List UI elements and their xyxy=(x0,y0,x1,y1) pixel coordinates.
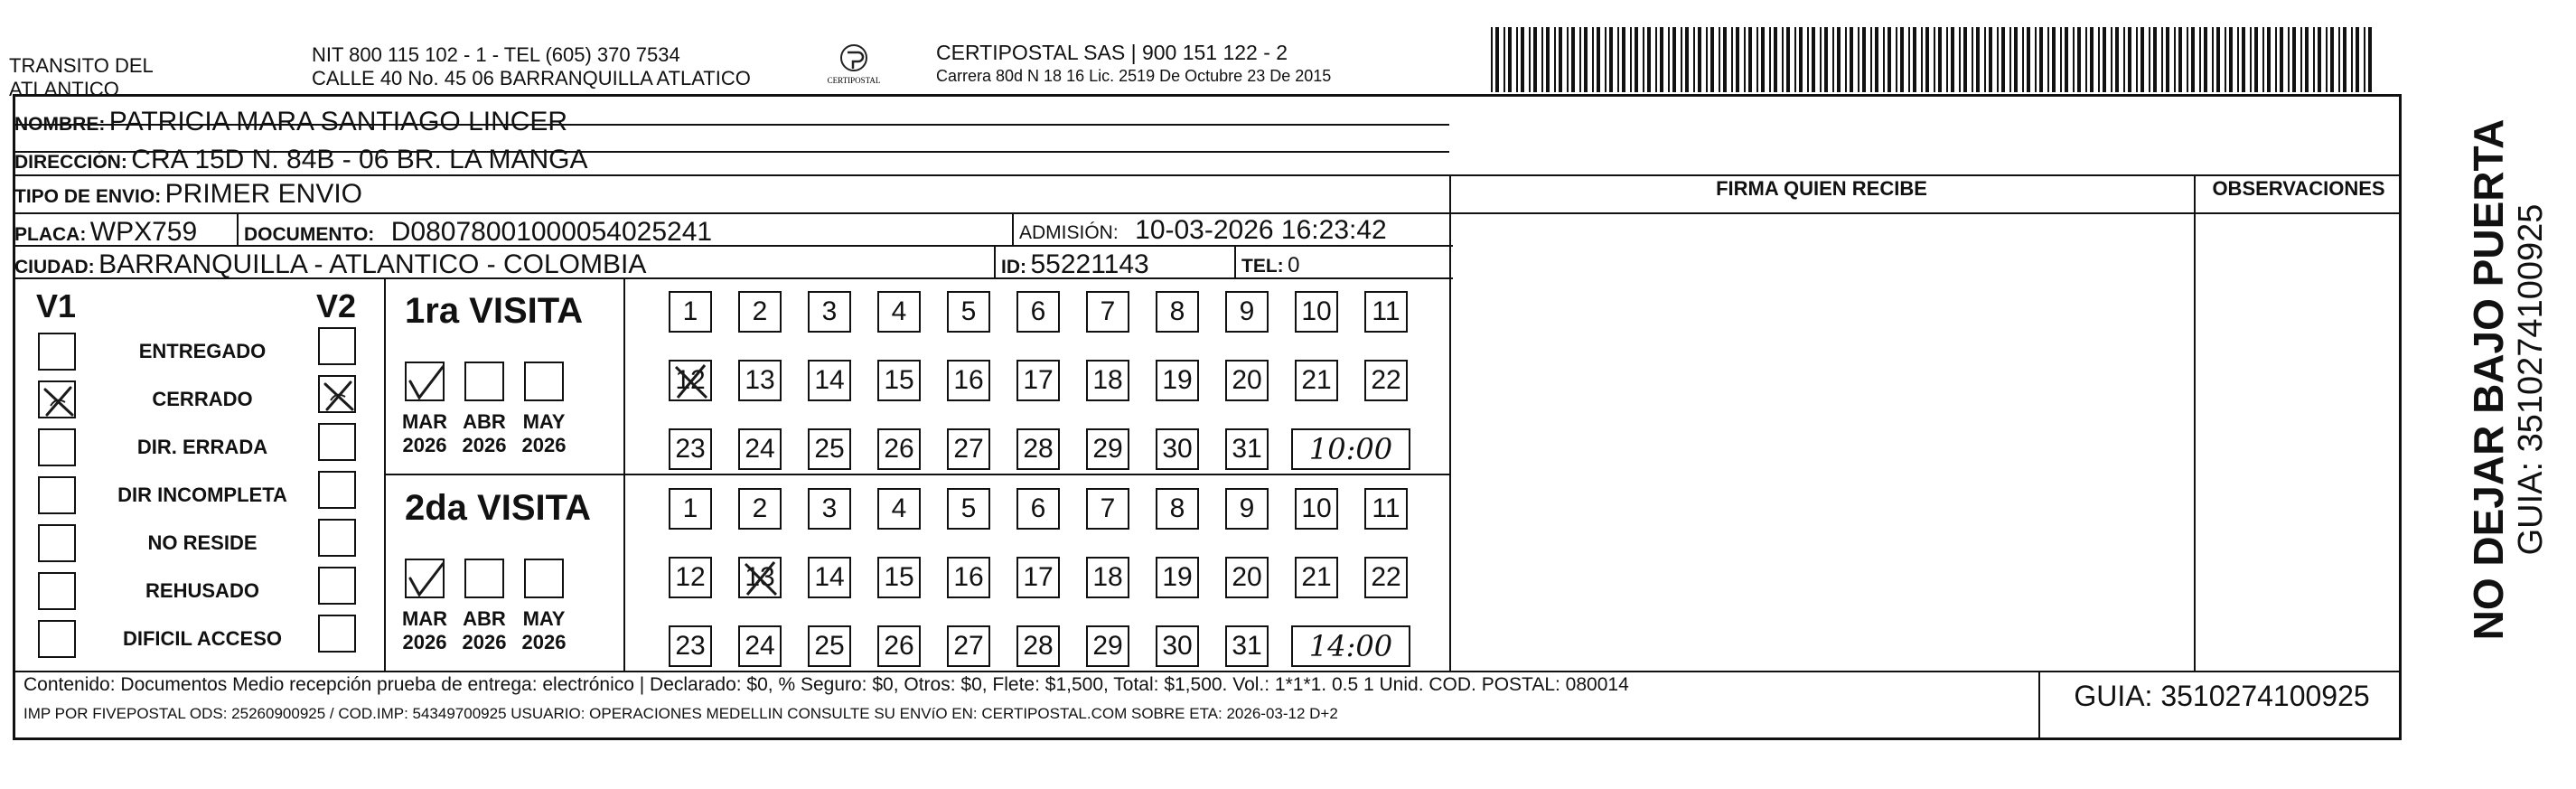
month-name: MAR xyxy=(401,410,448,433)
day-number: 21 xyxy=(1301,562,1332,592)
admision-label: ADMISIÓN: xyxy=(1019,222,1119,243)
documento-field xyxy=(244,217,712,248)
side-text xyxy=(2466,119,2551,641)
day-box[interactable] xyxy=(1225,625,1269,667)
day-box[interactable] xyxy=(1364,557,1408,598)
day-box[interactable] xyxy=(877,291,921,333)
status-label: DIR INCOMPLETA xyxy=(117,484,287,506)
day-number: 7 xyxy=(1100,296,1116,326)
observaciones-header: OBSERVACIONES xyxy=(2212,177,2385,200)
v2-checkbox[interactable] xyxy=(318,567,356,605)
day-box[interactable] xyxy=(877,360,921,401)
day-number: 29 xyxy=(1092,434,1123,464)
day-box[interactable] xyxy=(808,625,851,667)
day-number: 3 xyxy=(821,296,838,326)
day-number: 27 xyxy=(953,434,984,464)
day-box[interactable] xyxy=(1086,557,1129,598)
ciudad-field xyxy=(14,249,646,280)
guia-footer: GUIA: 3510274100925 xyxy=(2074,680,2370,712)
tipo-label: TIPO DE ENVIO: xyxy=(14,186,162,207)
day-number: 1 xyxy=(682,493,698,523)
day-number: 22 xyxy=(1371,365,1401,395)
v1-checkbox[interactable] xyxy=(38,428,76,466)
nombre-field xyxy=(14,107,567,137)
admision-value: 10-03-2026 16:23:42 xyxy=(1135,215,1387,245)
day-number: 16 xyxy=(953,365,984,395)
day-number: 24 xyxy=(745,434,775,464)
day-box[interactable] xyxy=(1156,360,1199,401)
day-box[interactable] xyxy=(669,625,712,667)
visit-title: 1ra VISITA xyxy=(405,291,584,331)
day-box[interactable] xyxy=(1156,488,1199,530)
month-label xyxy=(515,607,573,654)
handwritten-tick-mark xyxy=(407,560,446,600)
day-number: 26 xyxy=(884,631,914,661)
v2-checkbox[interactable] xyxy=(318,615,356,653)
no-dejar-text: NO DEJAR BAJO PUERTA xyxy=(2465,118,2512,641)
day-box[interactable] xyxy=(1086,488,1129,530)
day-number: 11 xyxy=(1372,296,1400,326)
day-box[interactable] xyxy=(669,291,712,333)
day-box[interactable] xyxy=(669,428,712,470)
day-number: 2 xyxy=(752,493,768,523)
day-number: 28 xyxy=(1023,434,1054,464)
documento-value: D08078001000054025241 xyxy=(390,217,713,247)
day-box[interactable] xyxy=(877,625,921,667)
day-box[interactable] xyxy=(738,557,782,598)
day-box[interactable] xyxy=(669,488,712,530)
day-box[interactable] xyxy=(738,488,782,530)
day-box[interactable] xyxy=(1016,557,1060,598)
day-number: 28 xyxy=(1023,631,1054,661)
month-name: ABR xyxy=(463,607,506,630)
day-box[interactable] xyxy=(808,360,851,401)
day-box[interactable] xyxy=(1156,428,1199,470)
nombre-value: PATRICIA MARA SANTIAGO LINCER xyxy=(108,107,568,136)
v2-checkbox[interactable] xyxy=(318,519,356,557)
v2-checkbox[interactable] xyxy=(318,423,356,461)
month-name: MAY xyxy=(522,607,566,630)
day-number: 24 xyxy=(745,631,775,661)
barcode xyxy=(1491,27,2376,92)
day-number: 5 xyxy=(960,296,977,326)
day-number: 9 xyxy=(1239,296,1255,326)
placa-value: WPX759 xyxy=(89,217,198,247)
month-checkbox[interactable] xyxy=(464,559,504,598)
month-name: MAR xyxy=(401,607,448,630)
day-box[interactable] xyxy=(1086,360,1129,401)
month-checkbox[interactable] xyxy=(524,362,564,401)
day-number: 14 xyxy=(814,365,845,395)
day-box[interactable] xyxy=(947,428,990,470)
direccion-label: DIRECCIÓN: xyxy=(14,152,127,173)
day-box[interactable] xyxy=(1225,360,1269,401)
status-label: REHUSADO xyxy=(145,579,259,602)
day-box[interactable] xyxy=(1156,625,1199,667)
handwritten-check-mark xyxy=(40,382,78,420)
day-box[interactable] xyxy=(947,625,990,667)
company-info xyxy=(936,40,1331,87)
day-box[interactable] xyxy=(877,557,921,598)
day-number: 27 xyxy=(953,631,984,661)
day-box[interactable] xyxy=(877,428,921,470)
placa-label: PLACA: xyxy=(14,224,87,245)
day-box[interactable] xyxy=(1225,291,1269,333)
nombre-label: NOMBRE: xyxy=(14,114,106,135)
day-box[interactable] xyxy=(1016,360,1060,401)
day-box[interactable] xyxy=(1156,557,1199,598)
status-label: ENTREGADO xyxy=(138,340,267,362)
day-number: 18 xyxy=(1092,365,1123,395)
v2-header: V2 xyxy=(316,287,357,324)
day-number: 13 xyxy=(745,562,775,592)
handwritten-time[interactable]: 14:00 xyxy=(1291,625,1410,667)
observaciones-area[interactable] xyxy=(2196,213,2400,669)
tel-value: 0 xyxy=(1288,253,1300,277)
day-number: 29 xyxy=(1092,631,1123,661)
day-number: 6 xyxy=(1030,296,1046,326)
signature-area[interactable] xyxy=(1451,213,2192,669)
v2-checkbox[interactable] xyxy=(318,471,356,509)
day-number: 12 xyxy=(675,365,706,395)
svg-text:CERTIPOSTAL: CERTIPOSTAL xyxy=(827,76,881,85)
day-number: 1 xyxy=(682,296,698,326)
v2-checkbox[interactable] xyxy=(318,327,356,365)
org-line2: ATLANTICO xyxy=(9,78,119,100)
day-box[interactable] xyxy=(808,557,851,598)
day-box[interactable] xyxy=(877,488,921,530)
day-box[interactable] xyxy=(1225,557,1269,598)
org-contact xyxy=(312,43,751,90)
direccion-value: CRA 15D N. 84B - 06 BR. LA MANGA xyxy=(131,145,588,174)
day-box[interactable] xyxy=(1016,428,1060,470)
day-number: 3 xyxy=(821,493,838,523)
day-number: 26 xyxy=(884,434,914,464)
certipostal-logo xyxy=(813,40,895,90)
day-number: 5 xyxy=(960,493,977,523)
day-box[interactable] xyxy=(738,360,782,401)
admision-field xyxy=(1019,215,1387,246)
day-box[interactable] xyxy=(1016,291,1060,333)
day-number: 19 xyxy=(1162,365,1193,395)
day-number: 31 xyxy=(1232,631,1262,661)
day-box[interactable] xyxy=(1225,488,1269,530)
day-number: 19 xyxy=(1162,562,1193,592)
firma-header: FIRMA QUIEN RECIBE xyxy=(1716,177,1927,200)
address-line: CALLE 40 No. 45 06 BARRANQUILLA ATLATICO xyxy=(312,67,751,89)
status-label: DIFICIL ACCESO xyxy=(122,627,282,650)
day-number: 18 xyxy=(1092,562,1123,592)
day-number: 17 xyxy=(1023,562,1054,592)
day-number: 25 xyxy=(814,434,845,464)
company-line: CERTIPOSTAL SAS | 900 151 122 - 2 xyxy=(936,41,1288,64)
handwritten-tick-mark xyxy=(407,363,446,403)
day-box[interactable] xyxy=(1086,428,1129,470)
direccion-field xyxy=(14,145,588,175)
day-number: 2 xyxy=(752,296,768,326)
day-number: 8 xyxy=(1169,296,1185,326)
ciudad-label: CIUDAD: xyxy=(14,257,95,277)
day-number: 4 xyxy=(891,493,907,523)
day-box[interactable] xyxy=(738,428,782,470)
day-number: 20 xyxy=(1232,365,1262,395)
day-box[interactable] xyxy=(947,291,990,333)
day-number: 20 xyxy=(1232,562,1262,592)
day-number: 8 xyxy=(1169,493,1185,523)
day-number: 31 xyxy=(1232,434,1262,464)
status-label: CERRADO xyxy=(152,388,253,410)
day-box[interactable] xyxy=(1225,428,1269,470)
tipo-field xyxy=(14,179,362,210)
day-box[interactable] xyxy=(1364,488,1408,530)
month-label xyxy=(396,410,454,457)
day-number: 16 xyxy=(953,562,984,592)
handwritten-time[interactable]: 10:00 xyxy=(1291,428,1410,470)
month-checkbox[interactable] xyxy=(405,362,445,401)
day-number: 15 xyxy=(884,562,914,592)
visit-title: 2da VISITA xyxy=(405,488,591,528)
day-number: 30 xyxy=(1162,434,1193,464)
day-number: 6 xyxy=(1030,493,1046,523)
v1-header: V1 xyxy=(36,287,77,324)
day-box[interactable] xyxy=(1295,291,1338,333)
month-label xyxy=(515,410,573,457)
imp-line: IMP POR FIVEPOSTAL ODS: 25260900925 / COD.IMP: 54349700925 USUARIO: OPERACIONES MEDELLIN CONSULTE SU ENVíO EN: CERTIPOSTAL.COM SOBRE ETA: 2026-03-12 D+2 xyxy=(23,705,1338,722)
v1-checkbox[interactable] xyxy=(38,572,76,610)
month-year: 2026 xyxy=(402,631,447,653)
contenido-line: Contenido: Documentos Medio recepción prueba de entrega: electrónico | Declarado: $0, % Seguro: $0, Otros: $0, Flete: $1,500, Total: $1,500. Vol.: 1*1*1. 0.5 1 Unid. COD. POSTAL: 080014 xyxy=(23,674,1629,695)
org-line1: TRANSITO DEL xyxy=(9,54,154,77)
side-guia-text: GUIA: 3510274100925 xyxy=(2512,203,2550,556)
day-box[interactable] xyxy=(808,291,851,333)
day-box[interactable] xyxy=(669,360,712,401)
day-number: 21 xyxy=(1301,365,1332,395)
day-box[interactable] xyxy=(947,360,990,401)
id-value: 55221143 xyxy=(1030,249,1149,279)
day-box[interactable] xyxy=(1295,488,1338,530)
day-number: 22 xyxy=(1371,562,1401,592)
day-number: 11 xyxy=(1372,493,1400,523)
day-box[interactable] xyxy=(1086,291,1129,333)
v1-checkbox[interactable] xyxy=(38,620,76,658)
day-box[interactable] xyxy=(1364,291,1408,333)
nit-line: NIT 800 115 102 - 1 - TEL (605) 370 7534 xyxy=(312,43,680,66)
status-label: DIR. ERRADA xyxy=(136,436,268,458)
status-label: NO RESIDE xyxy=(147,531,258,554)
month-year: 2026 xyxy=(462,434,507,456)
day-box[interactable] xyxy=(1086,625,1129,667)
day-box[interactable] xyxy=(669,557,712,598)
month-label xyxy=(455,410,513,457)
day-number: 15 xyxy=(884,365,914,395)
month-checkbox[interactable] xyxy=(524,559,564,598)
v2-checkbox[interactable] xyxy=(318,375,356,413)
day-number: 10 xyxy=(1301,296,1332,326)
day-number: 23 xyxy=(675,434,706,464)
month-label xyxy=(455,607,513,654)
day-box[interactable] xyxy=(1295,360,1338,401)
month-checkbox[interactable] xyxy=(464,362,504,401)
day-box[interactable] xyxy=(1295,557,1338,598)
tel-field xyxy=(1241,253,1299,278)
v1-checkbox[interactable] xyxy=(38,476,76,514)
month-year: 2026 xyxy=(521,434,567,456)
handwritten-check-mark xyxy=(320,377,358,415)
license-line: Carrera 80d N 18 16 Lic. 2519 De Octubre 23 De 2015 xyxy=(936,67,1332,85)
month-label xyxy=(396,607,454,654)
documento-label: DOCUMENTO: xyxy=(244,224,375,245)
month-name: MAY xyxy=(522,410,566,433)
v1-checkbox[interactable] xyxy=(38,380,76,418)
v1-checkbox[interactable] xyxy=(38,333,76,371)
v1-checkbox[interactable] xyxy=(38,524,76,562)
tel-label: TEL: xyxy=(1241,256,1284,277)
id-label: ID: xyxy=(1001,257,1026,277)
id-field xyxy=(1001,249,1149,280)
day-box[interactable] xyxy=(947,488,990,530)
day-box[interactable] xyxy=(738,625,782,667)
day-number: 13 xyxy=(745,365,775,395)
month-year: 2026 xyxy=(521,631,567,653)
day-number: 9 xyxy=(1239,493,1255,523)
day-box[interactable] xyxy=(738,291,782,333)
day-box[interactable] xyxy=(1364,360,1408,401)
day-number: 17 xyxy=(1023,365,1054,395)
day-box[interactable] xyxy=(1156,291,1199,333)
month-checkbox[interactable] xyxy=(405,559,445,598)
day-box[interactable] xyxy=(1016,488,1060,530)
day-number: 10 xyxy=(1301,493,1332,523)
day-box[interactable] xyxy=(808,488,851,530)
ciudad-value: BARRANQUILLA - ATLANTICO - COLOMBIA xyxy=(98,249,647,279)
month-year: 2026 xyxy=(402,434,447,456)
tipo-value: PRIMER ENVIO xyxy=(164,179,363,209)
day-number: 4 xyxy=(891,296,907,326)
day-box[interactable] xyxy=(1016,625,1060,667)
month-year: 2026 xyxy=(462,631,507,653)
day-number: 14 xyxy=(814,562,845,592)
day-number: 30 xyxy=(1162,631,1193,661)
placa-field xyxy=(14,217,197,248)
day-number: 7 xyxy=(1100,493,1116,523)
day-box[interactable] xyxy=(808,428,851,470)
day-number: 12 xyxy=(675,562,706,592)
day-box[interactable] xyxy=(947,557,990,598)
month-name: ABR xyxy=(463,410,506,433)
day-number: 25 xyxy=(814,631,845,661)
day-number: 23 xyxy=(675,631,706,661)
